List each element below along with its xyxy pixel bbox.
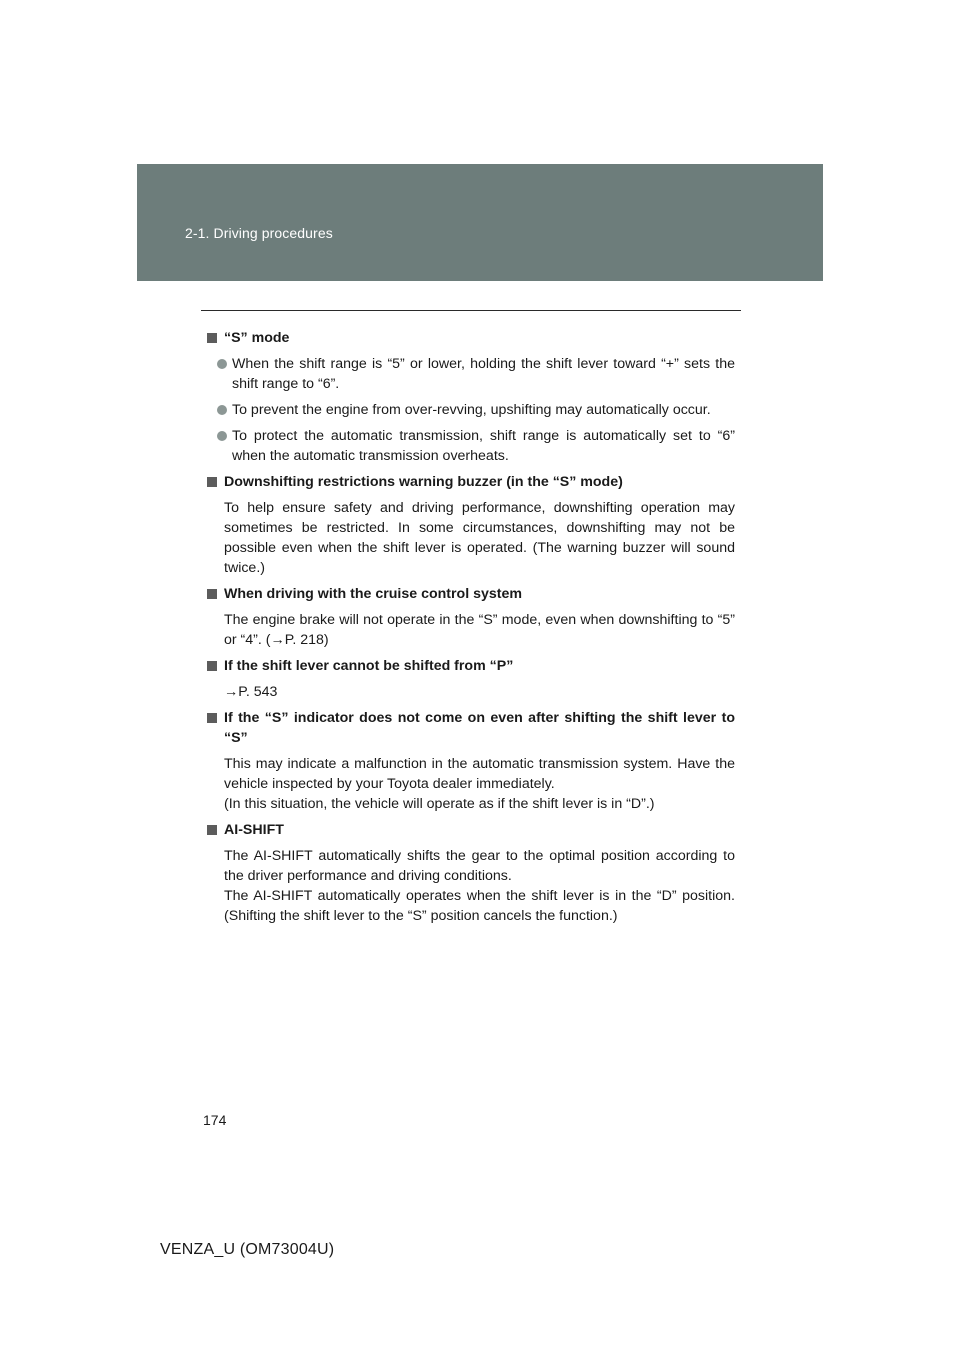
section-s-indicator <box>207 708 735 814</box>
circle-bullet-icon <box>217 431 227 441</box>
circle-bullet-icon <box>217 405 227 415</box>
section-heading: “S” mode <box>207 328 735 348</box>
document-code: VENZA_U (OM73004U) <box>160 1241 335 1258</box>
section-cruise-control <box>207 584 735 650</box>
square-bullet-icon <box>207 713 217 723</box>
section-heading: If the shift lever cannot be shifted from “P” <box>207 656 735 676</box>
paragraph: The engine brake will not operate in the “S” mode, even when downshifting to “5” or “4”. (→P. 218) <box>224 612 735 648</box>
section-s-mode <box>207 328 735 466</box>
list-item: To protect the automatic transmission, shift range is automatically set to “6” when the automatic transmission overheats. <box>207 426 735 466</box>
paragraph: The AI-SHIFT automatically shifts the gear to the optimal position according to the driver performance and driving conditions. The AI-SHIFT automatically operates when the shift lever is in the “D” position. (Shifting the shift lever to the “S” position cancels the function.) <box>224 848 735 924</box>
divider-line <box>201 310 741 311</box>
paragraph: This may indicate a malfunction in the automatic transmission system. Have the vehicle inspected by your Toyota dealer immediately. (In this situation, the vehicle will operate as if the shift lever is in “D”.) <box>224 756 735 812</box>
list-item: To prevent the engine from over-revving, upshifting may automatically occur. <box>207 400 735 420</box>
section-heading: Downshifting restrictions warning buzzer (in the “S” mode) <box>207 472 735 492</box>
section-heading: AI-SHIFT <box>207 820 735 840</box>
section-title: 2-1. Driving procedures <box>185 225 333 241</box>
square-bullet-icon <box>207 661 217 671</box>
section-shift-from-p <box>207 656 735 702</box>
square-bullet-icon <box>207 477 217 487</box>
paragraph: To help ensure safety and driving performance, downshifting operation may sometimes be restricted. In some circumstances, downshifting may not be possible even when the shift lever is operated. (The warning buzzer will sound twice.) <box>224 500 735 576</box>
list-item: When the shift range is “5” or lower, holding the shift lever toward “+” sets the shift range to “6”. <box>207 354 735 394</box>
section-ai-shift <box>207 820 735 926</box>
section-downshift-buzzer <box>207 472 735 578</box>
square-bullet-icon <box>207 825 217 835</box>
page-reference: →P. 543 <box>224 684 278 700</box>
section-heading: If the “S” indicator does not come on even after shifting the shift lever to “S” <box>207 708 735 748</box>
main-content <box>207 328 735 932</box>
circle-bullet-icon <box>217 359 227 369</box>
page-number: 174 <box>203 1112 227 1128</box>
section-heading: When driving with the cruise control system <box>207 584 735 604</box>
section-header-bar <box>137 164 823 281</box>
square-bullet-icon <box>207 589 217 599</box>
square-bullet-icon <box>207 333 217 343</box>
